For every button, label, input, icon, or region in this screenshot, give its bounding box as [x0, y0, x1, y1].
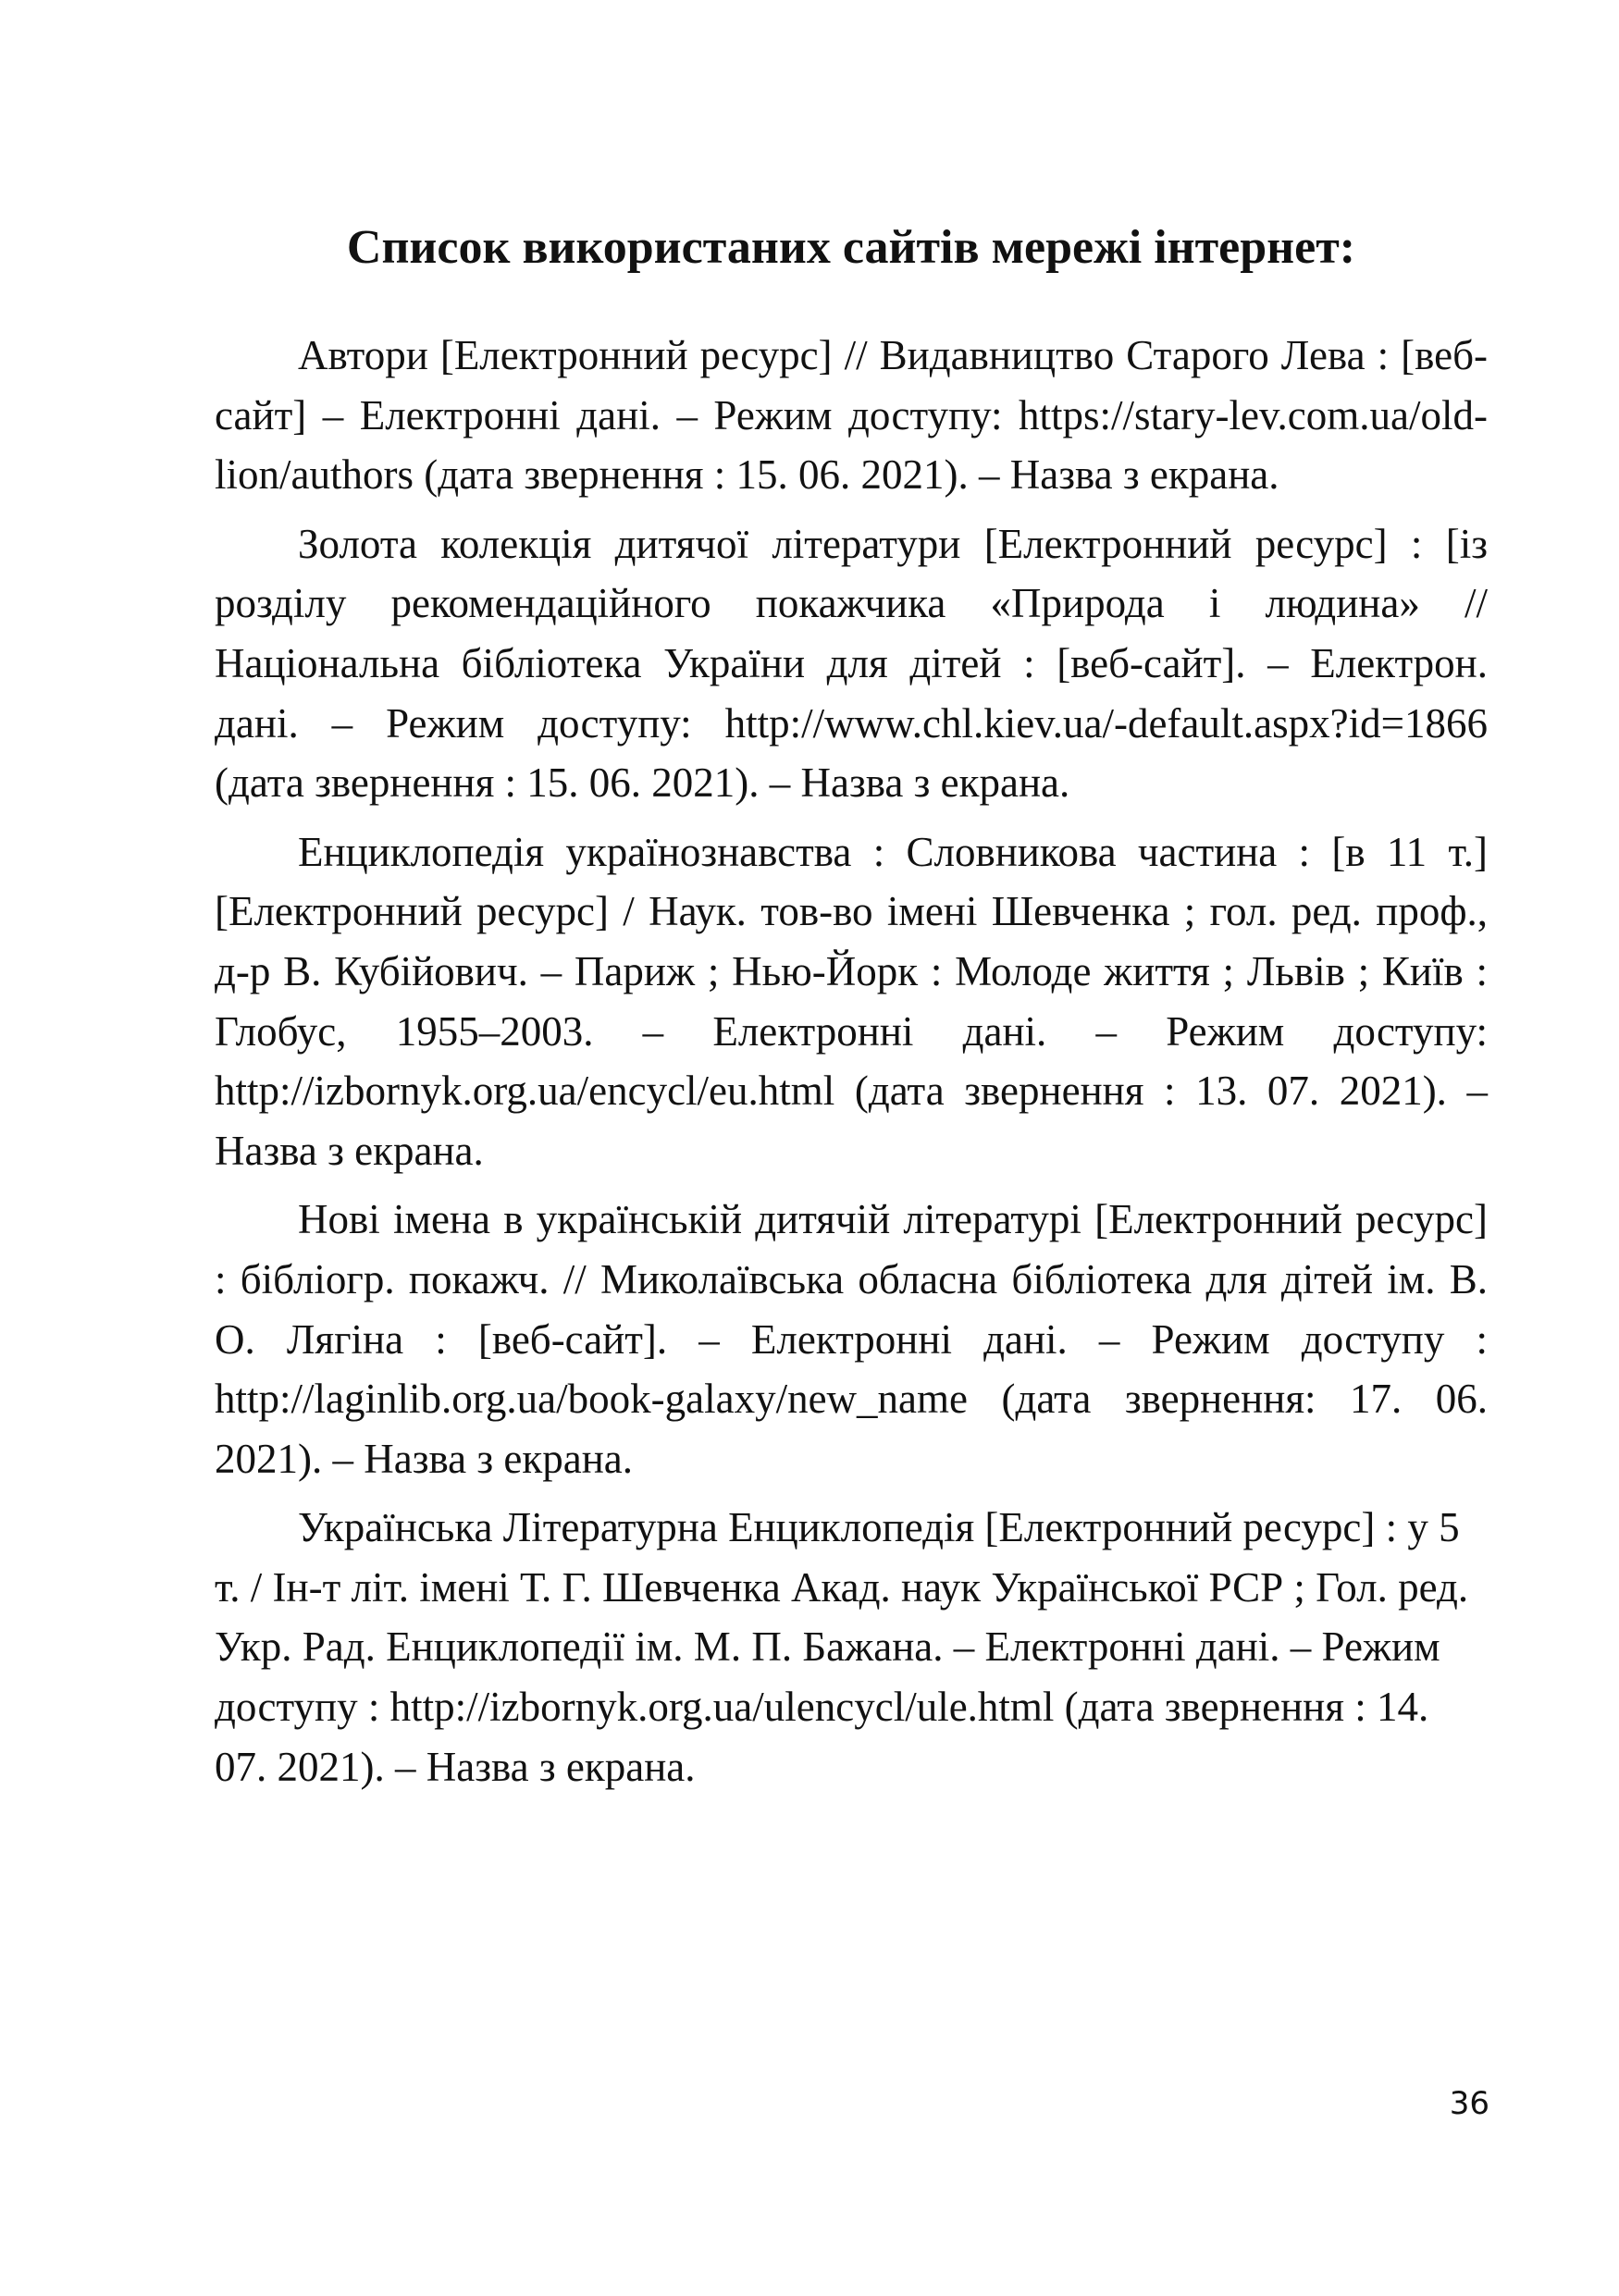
reference-item: Українська Літературна Енциклопедія [Електронний ресурс] : у 5 т. / Ін-т літ. імені Т. Г. Шевченка Акад. наук Української РСР ; Гол. ред. Укр. Рад. Енциклопедії ім. М. П. Бажана. – Електронні дані. – Режим доступу : http://izbornyk.org.ua/ulencycl/ule.html (дата звернення : 14. 07. 2021). – Назва з екрана.	[215, 1504, 1469, 1790]
reference-item: Автори [Електронний ресурс] // Видавництво Старого Лева : [веб-сайт] – Електронні дані. – Режим доступу: https://stary-lev.com.ua/old-lion/authors (дата звернення : 15. 06. 2021). – Назва з екрана.	[215, 332, 1488, 499]
reference-list	[215, 326, 1488, 1806]
reference-item: Нові імена в українській дитячій літературі [Електронний ресурс] : бібліогр. покажч. // Миколаївська обласна бібліотека для дітей ім. В. О. Лягіна : [веб-сайт]. – Електронні дані. – Режим доступу : http://laginlib.org.ua/book-galaxy/new_name (дата звернення: 17. 06. 2021). – Назва з екрана.	[215, 1196, 1488, 1482]
reference-item: Золота колекція дитячої літератури [Електронний ресурс] : [із розділу рекомендаційного покажчика «Природа і людина» // Національна бібліотека України для дітей : [веб-сайт]. – Електрон. дані. – Режим доступу: http://www.chl.kiev.ua/-default.aspx?id=1866 (дата звернення : 15. 06. 2021). – Назва з екрана.	[215, 520, 1488, 807]
reference-item: Енциклопедія українознавства : Словникова частина : [в 11 т.] [Електронний ресурс] / Наук. тов-во імені Шевченка ; гол. ред. проф., д-р В. Кубійович. – Париж ; Нью-Йорк : Молоде життя ; Львів ; Київ : Глобус, 1955–2003. – Електронні дані. – Режим доступу: http://izbornyk.org.ua/encycl/eu.html (дата звернення : 13. 07. 2021). – Назва з екрана.	[215, 828, 1488, 1174]
page-number: 36	[1449, 2085, 1489, 2122]
page-title: Список використаних сайтів мережі інтернет:	[346, 221, 1356, 274]
